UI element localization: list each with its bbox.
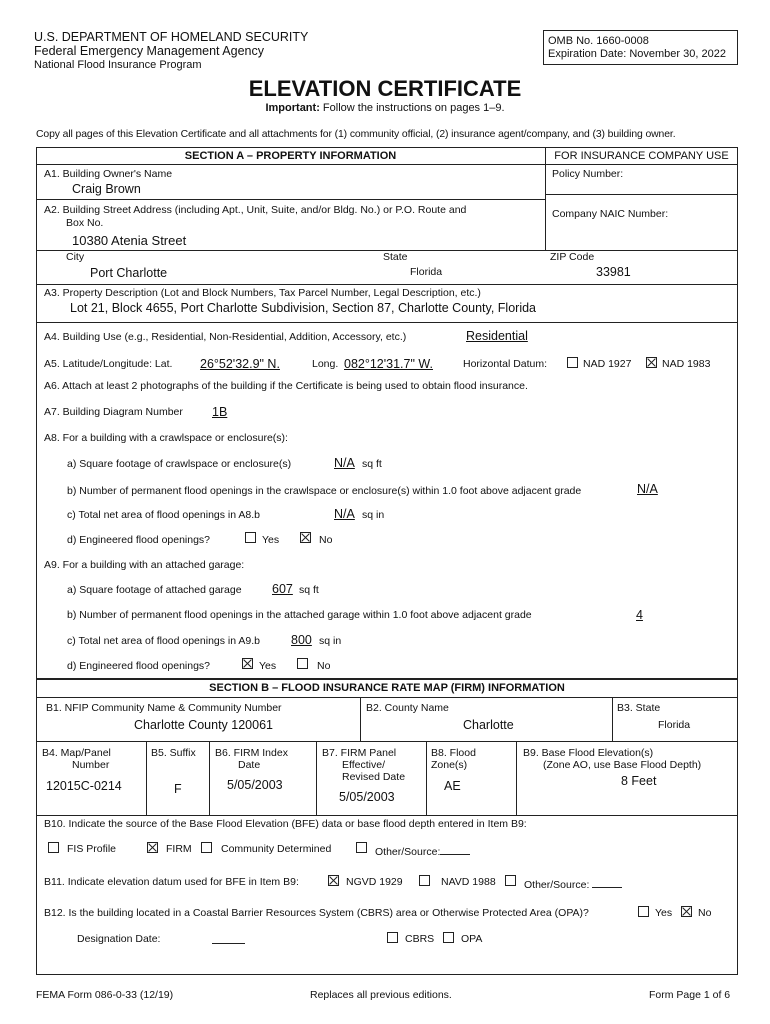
a2-street-address[interactable]: 10380 Atenia Street (72, 233, 187, 248)
a8a-value[interactable]: N/A (334, 456, 355, 470)
b7-label-line2: Effective/ (342, 759, 385, 771)
nad1927-checkbox[interactable] (567, 357, 578, 368)
b12-yes-checkbox[interactable] (638, 906, 649, 917)
a9c-value[interactable]: 800 (291, 633, 312, 647)
section-b-title: SECTION B – FLOOD INSURANCE RATE MAP (FIRM) INFORMATION (209, 682, 565, 694)
b10-community-checkbox[interactable] (201, 842, 212, 853)
a9d-yes-checkbox[interactable] (242, 658, 253, 669)
a2-label-line2: Box No. (66, 217, 104, 229)
a9-label: A9. For a building with an attached garage: (44, 559, 245, 571)
important-note (0, 102, 770, 114)
city-rule (36, 284, 738, 285)
b10-fis-checkbox[interactable] (48, 842, 59, 853)
a7-label: A7. Building Diagram Number (44, 406, 183, 418)
b2-county[interactable]: Charlotte (463, 718, 514, 732)
insurance-column-divider (545, 147, 546, 250)
insurance-use-header: FOR INSURANCE COMPANY USE (554, 150, 729, 162)
b1-b2-divider (360, 697, 361, 741)
b12-label: B12. Is the building located in a Coastal Barrier Resources System (CBRS) area or Otherwise Protected Area (OPA)? (44, 907, 589, 919)
b5-suffix[interactable]: F (174, 782, 182, 796)
a9a-unit: sq ft (299, 584, 319, 596)
a9b-value[interactable]: 4 (636, 608, 643, 622)
important-text: Follow the instructions on pages 1–9. (319, 102, 505, 114)
a5-latitude[interactable]: 26°52'32.9" N. (200, 357, 280, 371)
b6-label-line2: Date (238, 759, 261, 771)
b10-other (375, 844, 470, 858)
a5-long-label: Long. (312, 358, 339, 370)
b8-label-line1: B8. Flood (431, 747, 476, 759)
section-b-header-rule (36, 697, 738, 698)
a9a-label: a) Square footage of attached garage (67, 584, 242, 596)
b6-index-date[interactable]: 5/05/2003 (227, 778, 283, 792)
a8b-label: b) Number of permanent flood openings in the crawlspace or enclosure(s) within 1.0 foot above adjacent grade (67, 485, 582, 497)
important-label: Important: (265, 102, 320, 114)
b4-b5-divider (146, 741, 147, 815)
a8d-label: d) Engineered flood openings? (67, 534, 211, 546)
nad1983-checkbox[interactable] (646, 357, 657, 368)
footer-form-number: FEMA Form 086-0-33 (12/19) (36, 989, 174, 1001)
b8-label-line2: Zone(s) (431, 759, 468, 771)
a8d-no-label: No (319, 534, 333, 546)
a9c-label: c) Total net area of flood openings in A9.b (67, 635, 261, 647)
b12-no-label: No (698, 907, 712, 919)
a2-label-line1: A2. Building Street Address (including Apt., Unit, Suite, and/or Bldg. No.) or P.O. Route and (44, 204, 467, 216)
b10-firm-label: FIRM (166, 843, 192, 855)
a1-rule (36, 199, 545, 200)
section-a-title: SECTION A – PROPERTY INFORMATION (184, 150, 397, 162)
b11-ngvd-label: NGVD 1929 (346, 876, 403, 888)
b10-other-label: Other/Source: (375, 846, 441, 858)
a9d-no-label: No (317, 660, 331, 672)
a3-rule (36, 322, 738, 323)
b10-other-blank[interactable] (440, 844, 470, 855)
a4-building-use[interactable]: Residential (466, 329, 528, 343)
b9-label-line2: (Zone AO, use Base Flood Depth) (543, 759, 702, 771)
a9b-label: b) Number of permanent flood openings in the attached garage within 1.0 foot above adjacent grade (67, 609, 532, 621)
cbrs-checkbox[interactable] (387, 932, 398, 943)
a8c-value[interactable]: N/A (334, 507, 355, 521)
b8-flood-zone[interactable]: AE (444, 779, 461, 793)
cbrs-label: CBRS (405, 933, 435, 945)
b11-other-label: Other/Source: (524, 879, 590, 891)
a6-text: A6. Attach at least 2 photographs of the building if the Certificate is being used to obtain flood insurance. (44, 380, 528, 392)
a5-label: A5. Latitude/Longitude: Lat. (44, 358, 173, 370)
b10-label: B10. Indicate the source of the Base Flood Elevation (BFE) data or base flood depth entered in Item B9: (44, 818, 527, 830)
b12-yes-label: Yes (655, 907, 673, 919)
b6-label-line1: B6. FIRM Index (215, 747, 288, 759)
a9d-label: d) Engineered flood openings? (67, 660, 211, 672)
a8-label: A8. For a building with a crawlspace or enclosure(s): (44, 432, 288, 444)
b2-b3-divider (612, 697, 613, 741)
naic-label: Company NAIC Number: (552, 208, 669, 220)
b6-b7-divider (316, 741, 317, 815)
b8-b9-divider (516, 741, 517, 815)
omb-number: OMB No. 1660-0008 (548, 35, 649, 47)
agency-line-3: National Flood Insurance Program (34, 59, 202, 71)
b4-map-panel[interactable]: 12015C-0214 (46, 779, 122, 793)
b4-label-line2: Number (72, 759, 110, 771)
a9a-value[interactable]: 607 (272, 582, 293, 596)
b4-label-line1: B4. Map/Panel (42, 747, 111, 759)
a5-datum-label: Horizontal Datum: (463, 358, 548, 370)
a1-label: A1. Building Owner's Name (44, 168, 173, 180)
opa-label: OPA (461, 933, 483, 945)
b5-label: B5. Suffix (151, 747, 196, 759)
b11-navd-checkbox[interactable] (419, 875, 430, 886)
a4-label: A4. Building Use (e.g., Residential, Non-Residential, Addition, Accessory, etc.) (44, 331, 407, 343)
agency-line-2: Federal Emergency Management Agency (34, 44, 264, 58)
b4-rule (36, 815, 738, 816)
b11-other-checkbox[interactable] (505, 875, 516, 886)
state-label: State (383, 251, 408, 263)
a8c-unit: sq in (362, 509, 385, 521)
a9c-unit: sq in (319, 635, 342, 647)
designation-date-blank[interactable] (212, 933, 245, 944)
b10-fis-label: FIS Profile (67, 843, 117, 855)
b3-state[interactable]: Florida (658, 719, 691, 731)
a1-owner-name[interactable]: Craig Brown (72, 182, 141, 196)
b10-community-label: Community Determined (221, 843, 332, 855)
a8a-unit: sq ft (362, 458, 382, 470)
policy-rule (545, 194, 738, 195)
b1-rule (36, 741, 738, 742)
opa-checkbox[interactable] (443, 932, 454, 943)
b2-label: B2. County Name (366, 702, 449, 714)
a7-diagram-number[interactable]: 1B (212, 405, 228, 419)
b7-b8-divider (426, 741, 427, 815)
a5-longitude[interactable]: 082°12'31.7" W. (344, 357, 433, 371)
b9-label-line1: B9. Base Flood Elevation(s) (523, 747, 654, 759)
a8b-value[interactable]: N/A (637, 482, 658, 496)
state-value[interactable]: Florida (410, 266, 443, 278)
b11-label: B11. Indicate elevation datum used for BFE in Item B9: (44, 876, 299, 888)
b10-other-checkbox[interactable] (356, 842, 367, 853)
expiration-date: Expiration Date: November 30, 2022 (548, 48, 726, 60)
agency-line-1: U.S. DEPARTMENT OF HOMELAND SECURITY (34, 30, 309, 44)
a8d-no-checkbox[interactable] (300, 532, 311, 543)
b7-label-line3: Revised Date (342, 771, 406, 783)
b10-firm-checkbox[interactable] (147, 842, 158, 853)
b1-label: B1. NFIP Community Name & Community Number (46, 702, 282, 714)
b11-other-blank[interactable] (592, 877, 622, 888)
b7-label-line1: B7. FIRM Panel (322, 747, 397, 759)
a9d-yes-label: Yes (259, 660, 277, 672)
policy-number-label: Policy Number: (552, 168, 624, 180)
a8d-yes-label: Yes (262, 534, 280, 546)
section-a-header-rule (36, 164, 738, 165)
b3-label: B3. State (617, 702, 661, 714)
b5-b6-divider (209, 741, 210, 815)
a8d-yes-checkbox[interactable] (245, 532, 256, 543)
footer-page-number: Form Page 1 of 6 (649, 989, 731, 1001)
nad1927-label: NAD 1927 (583, 358, 632, 370)
designation-date-label: Designation Date: (77, 933, 161, 945)
footer-replaces: Replaces all previous editions. (310, 989, 452, 1001)
city-label: City (66, 251, 85, 263)
nad1983-label: NAD 1983 (662, 358, 711, 370)
a8c-label: c) Total net area of flood openings in A8.b (67, 509, 261, 521)
form-title: ELEVATION CERTIFICATE (248, 76, 522, 101)
b9-base-flood-elevation[interactable]: 8 Feet (621, 774, 657, 788)
a8a-label: a) Square footage of crawlspace or enclosure(s) (67, 458, 292, 470)
city-value[interactable]: Port Charlotte (90, 266, 168, 280)
a9d-no-checkbox[interactable] (297, 658, 308, 669)
zip-value[interactable]: 33981 (596, 265, 631, 279)
b11-other (524, 877, 622, 891)
designation-date-field[interactable] (212, 933, 245, 947)
a3-property-description[interactable]: Lot 21, Block 4655, Port Charlotte Subdivision, Section 87, Charlotte County, Florida (70, 301, 536, 315)
b7-revised-date[interactable]: 5/05/2003 (339, 790, 395, 804)
b11-navd-label: NAVD 1988 (441, 876, 496, 888)
a3-label: A3. Property Description (Lot and Block Numbers, Tax Parcel Number, Legal Description, etc.) (44, 287, 481, 299)
copy-instructions: Copy all pages of this Elevation Certificate and all attachments for (1) community official, (2) insurance agent/company, and (3) building owner. (36, 129, 676, 140)
b11-ngvd-checkbox[interactable] (328, 875, 339, 886)
zip-label: ZIP Code (550, 251, 595, 263)
b12-no-checkbox[interactable] (681, 906, 692, 917)
b1-community[interactable]: Charlotte County 120061 (134, 718, 273, 732)
